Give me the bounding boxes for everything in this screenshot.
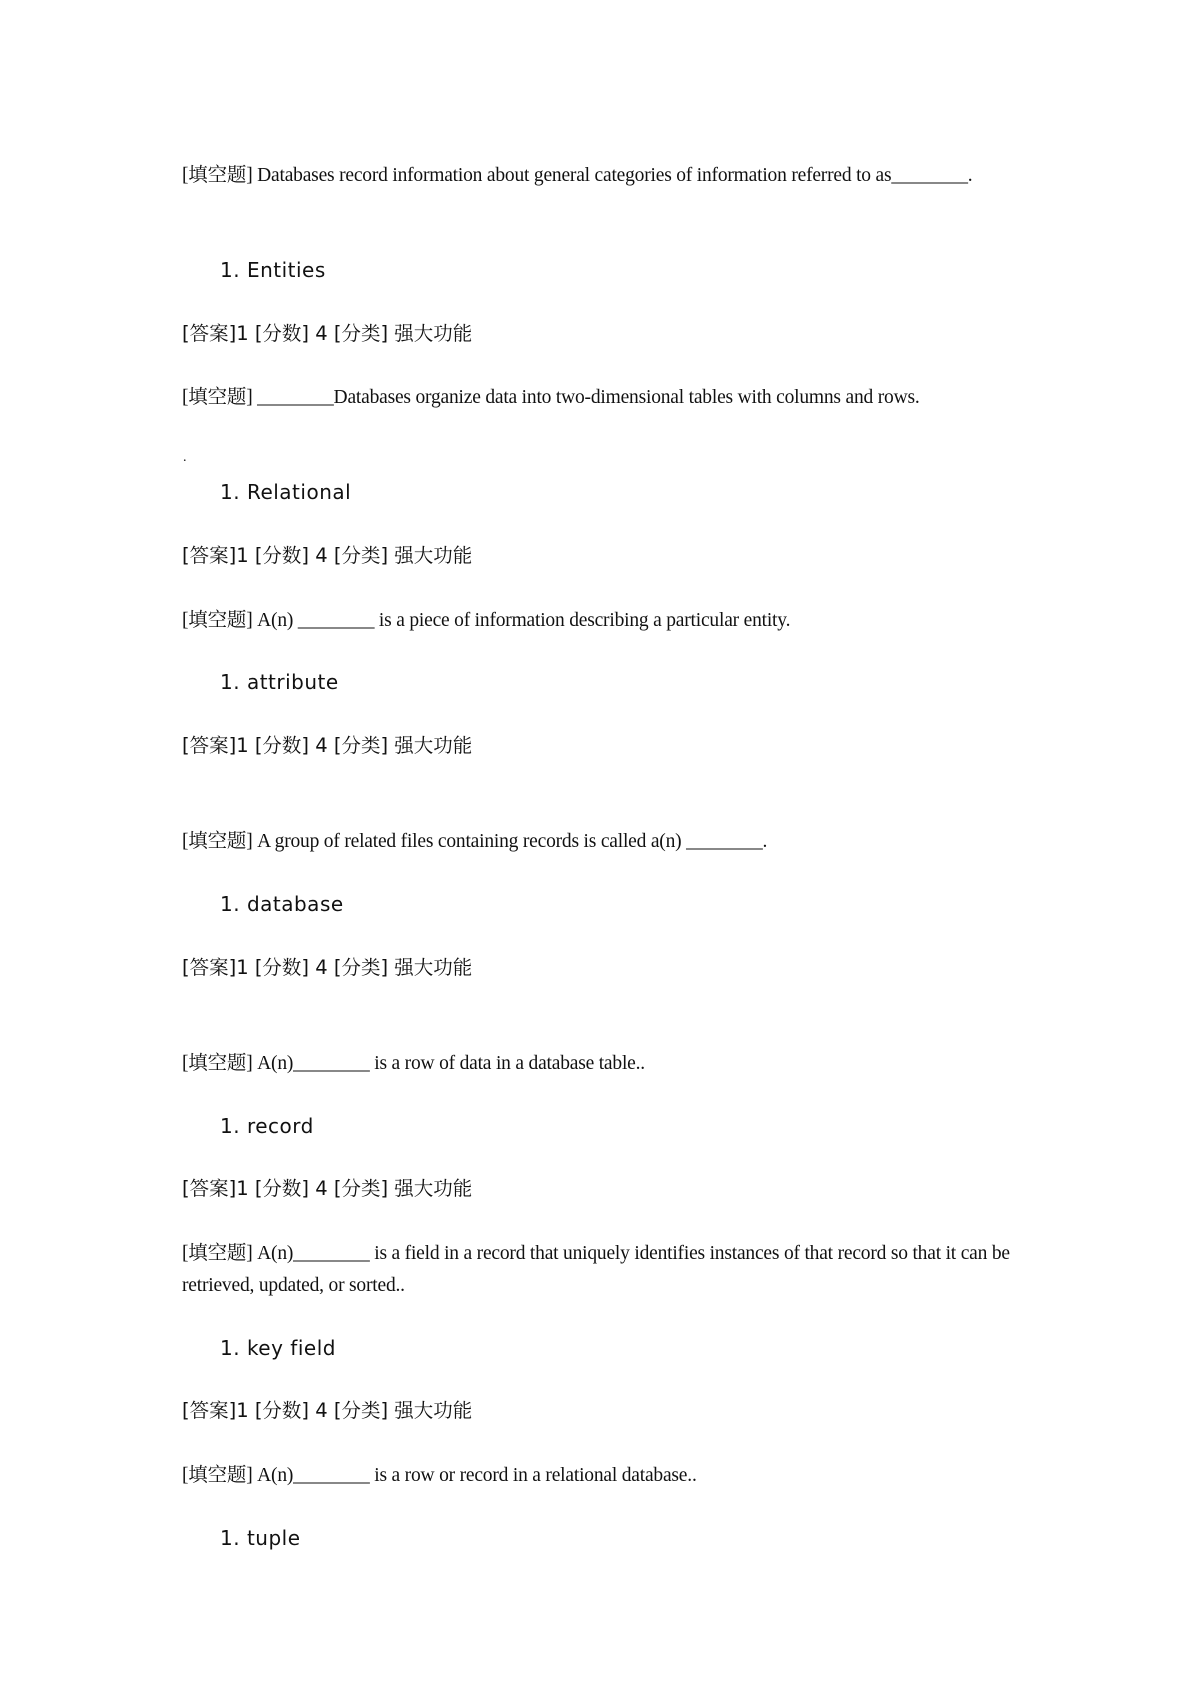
answer-meta: [答案]1 [分数] 4 [分类] 强大功能: [182, 322, 473, 345]
answer-meta: [答案]1 [分数] 4 [分类] 强大功能: [182, 734, 473, 757]
answer-meta: [答案]1 [分数] 4 [分类] 强大功能: [182, 1399, 473, 1422]
answer-option: 1. Entities: [220, 258, 326, 282]
question-text: [填空题] ________Databases organize data into two-dimensional tables with columns and rows.: [182, 387, 920, 408]
question-text: [填空题] A(n) ________ is a piece of information describing a particular entity.: [182, 610, 791, 631]
question-text: [填空题] Databases record information about general categories of information referred to as________.: [182, 165, 973, 186]
answer-option: 1. database: [220, 892, 344, 916]
answer-meta: [答案]1 [分数] 4 [分类] 强大功能: [182, 956, 473, 979]
answer-option: 1. key field: [220, 1336, 336, 1360]
question-text: [填空题] A(n)________ is a row or record in a relational database..: [182, 1465, 697, 1486]
question-text: [填空题] A(n)________ is a row of data in a database table..: [182, 1053, 645, 1074]
answer-option: 1. record: [220, 1114, 314, 1138]
stray-dot: .: [183, 450, 187, 465]
answer-meta: [答案]1 [分数] 4 [分类] 强大功能: [182, 1177, 473, 1200]
question-text: [填空题] A(n)________ is a field in a record that uniquely identifies instances of that record so that it can be retrieved, updated, or sorted..: [182, 1243, 1010, 1296]
answer-option: 1. Relational: [220, 480, 352, 504]
answer-option: 1. attribute: [220, 670, 339, 694]
answer-meta: [答案]1 [分数] 4 [分类] 强大功能: [182, 544, 473, 567]
question-text: [填空题] A group of related files containing records is called a(n) ________.: [182, 831, 768, 852]
answer-option: 1. tuple: [220, 1526, 301, 1550]
